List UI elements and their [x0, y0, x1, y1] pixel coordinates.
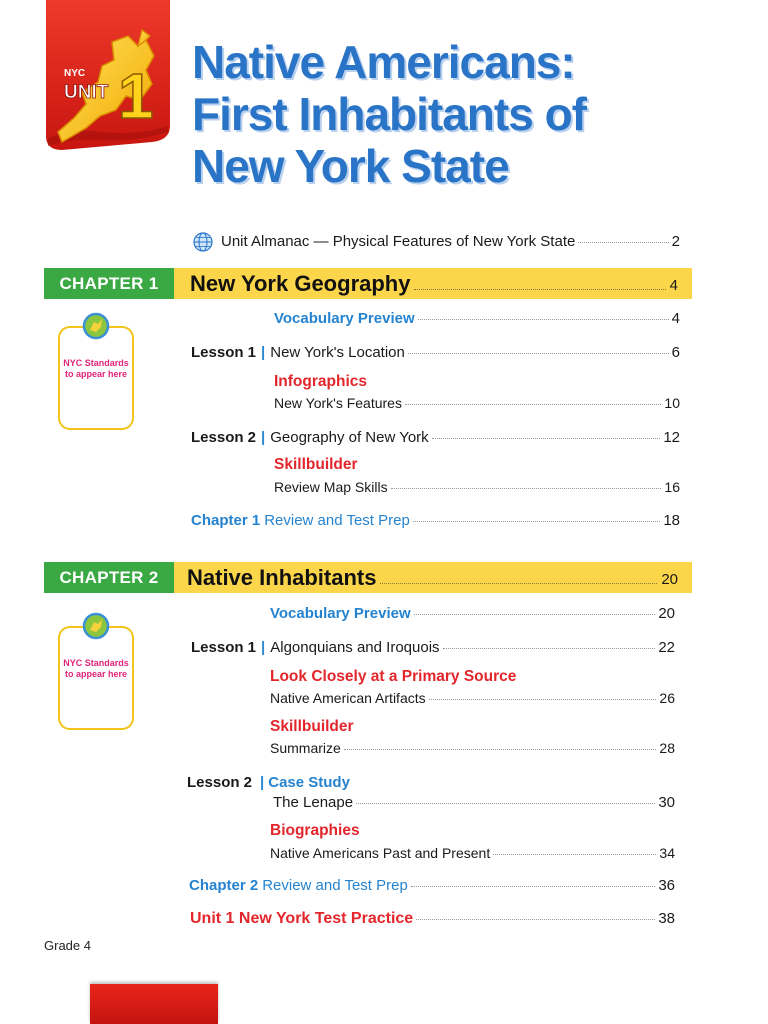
feature-label: Summarize — [270, 740, 341, 756]
badge-unit: UNIT — [64, 82, 109, 103]
chapter-2-label: CHAPTER 2 — [44, 562, 174, 593]
toc-almanac[interactable] — [221, 233, 680, 253]
feature-label: New York's Features — [274, 395, 402, 411]
page-number: 2 — [671, 233, 680, 250]
leader-dots — [414, 289, 665, 290]
standards-text: NYC Standards to appear here — [63, 658, 129, 679]
leader-dots — [408, 352, 669, 354]
infographics-heading: Infographics — [274, 373, 368, 390]
page-number: 20 — [658, 605, 675, 622]
skillbuilder-heading: Skillbuilder — [270, 718, 354, 735]
toc-ch1-vocabulary[interactable] — [274, 310, 680, 330]
page-number: 28 — [659, 740, 675, 756]
page-number: 36 — [658, 877, 675, 894]
leader-dots — [411, 885, 655, 887]
standards-globe-icon — [82, 312, 110, 340]
page-number: 16 — [664, 479, 680, 495]
grade-label: Grade 4 — [44, 938, 91, 953]
lesson-title: The Lenape — [273, 794, 354, 811]
toc-ch2-lesson-1[interactable] — [191, 639, 675, 659]
review-chapter: Chapter 2 — [189, 877, 259, 894]
toc-ch1-lesson-2[interactable] — [191, 429, 680, 449]
page-number: 6 — [671, 344, 680, 361]
title-line-3: New York State — [192, 140, 509, 192]
globe-icon — [193, 232, 213, 252]
toc-ch1-lesson-1[interactable] — [191, 344, 680, 364]
leader-dots — [429, 698, 657, 700]
vocabulary-label: Vocabulary Preview — [274, 310, 415, 327]
title-line-2: First Inhabitants of — [192, 88, 586, 140]
leader-dots — [432, 437, 661, 439]
toc-ch1-skillbuilder[interactable] — [274, 479, 680, 499]
chapter-1-label: CHAPTER 1 — [44, 268, 174, 299]
leader-dots — [414, 613, 656, 615]
leader-dots — [416, 918, 655, 920]
chapter-2-title: Native Inhabitants — [187, 564, 377, 590]
lesson-title: New York's Location — [270, 344, 405, 361]
toc-ch2-vocabulary[interactable] — [270, 605, 675, 625]
toc-unit-test-practice[interactable] — [190, 910, 675, 930]
lesson-label: Lesson 2 — [191, 429, 257, 446]
toc-ch1-review[interactable] — [191, 512, 680, 532]
lesson-label: Lesson 2 — [187, 774, 253, 791]
feature-label: Native American Artifacts — [270, 690, 426, 706]
lesson-divider: | — [261, 344, 266, 361]
page-number: 12 — [663, 429, 680, 446]
page-title — [192, 36, 752, 192]
toc-ch2-lesson-2[interactable] — [273, 794, 675, 814]
leader-dots — [493, 853, 656, 855]
page-number: 10 — [664, 395, 680, 411]
unit-test-label: Unit 1 New York Test Practice — [190, 910, 414, 927]
standards-box — [58, 626, 134, 730]
toc-ch1-infographics[interactable] — [274, 395, 680, 415]
lesson-title: Algonquians and Iroquois — [270, 639, 440, 656]
badge-number: 1 — [118, 60, 154, 132]
leader-dots — [391, 487, 662, 489]
toc-ch2-lesson-2-heading[interactable] — [187, 774, 387, 794]
page-number: 34 — [659, 845, 675, 861]
page-number: 4 — [671, 310, 680, 327]
leader-dots — [380, 583, 657, 584]
page-number: 26 — [659, 690, 675, 706]
page-number: 4 — [669, 277, 678, 294]
page-number: 22 — [658, 639, 675, 656]
almanac-label: Unit Almanac — Physical Features of New York State — [221, 233, 576, 250]
toc-ch2-biographies[interactable] — [270, 845, 675, 865]
leader-dots — [413, 520, 660, 522]
skillbuilder-heading: Skillbuilder — [274, 456, 358, 473]
page-number: 18 — [663, 512, 680, 529]
lesson-label: Lesson 1 — [191, 639, 257, 656]
lesson-divider: | — [260, 774, 265, 791]
chapter-1-title: New York Geography — [190, 270, 411, 296]
standards-box — [58, 326, 134, 430]
toc-ch2-review[interactable] — [189, 877, 675, 897]
leader-dots — [405, 403, 661, 405]
review-label: Review and Test Prep — [264, 512, 410, 529]
leader-dots — [443, 647, 656, 649]
page-number: 30 — [658, 794, 675, 811]
toc-ch2-primary-source[interactable] — [270, 690, 675, 710]
biographies-heading: Biographies — [270, 822, 360, 839]
toc-ch2-skillbuilder[interactable] — [270, 740, 675, 760]
unit-badge — [42, 0, 174, 152]
page-number: 20 — [661, 571, 678, 588]
lesson-title: Geography of New York — [270, 429, 429, 446]
standards-text: NYC Standards to appear here — [63, 358, 129, 379]
review-label: Review and Test Prep — [262, 877, 408, 894]
lesson-divider: | — [261, 639, 266, 656]
leader-dots — [344, 748, 657, 750]
title-line-1: Native Americans: — [192, 36, 575, 88]
page-number: 38 — [658, 910, 675, 927]
lesson-divider: | — [261, 429, 266, 446]
feature-label: Review Map Skills — [274, 479, 388, 495]
review-chapter: Chapter 1 — [191, 512, 261, 529]
bottom-tab — [90, 984, 218, 1024]
chapter-2-bar[interactable] — [174, 562, 692, 593]
case-study-label: Case Study — [268, 774, 350, 791]
lesson-label: Lesson 1 — [191, 344, 257, 361]
feature-label: Native Americans Past and Present — [270, 845, 491, 861]
leader-dots — [418, 318, 669, 320]
leader-dots — [578, 241, 668, 243]
primary-source-heading: Look Closely at a Primary Source — [270, 668, 517, 685]
chapter-1-bar[interactable] — [174, 268, 692, 299]
vocabulary-label: Vocabulary Preview — [270, 605, 411, 622]
leader-dots — [356, 802, 655, 804]
badge-nyc: NYC — [64, 68, 86, 79]
standards-globe-icon — [82, 612, 110, 640]
